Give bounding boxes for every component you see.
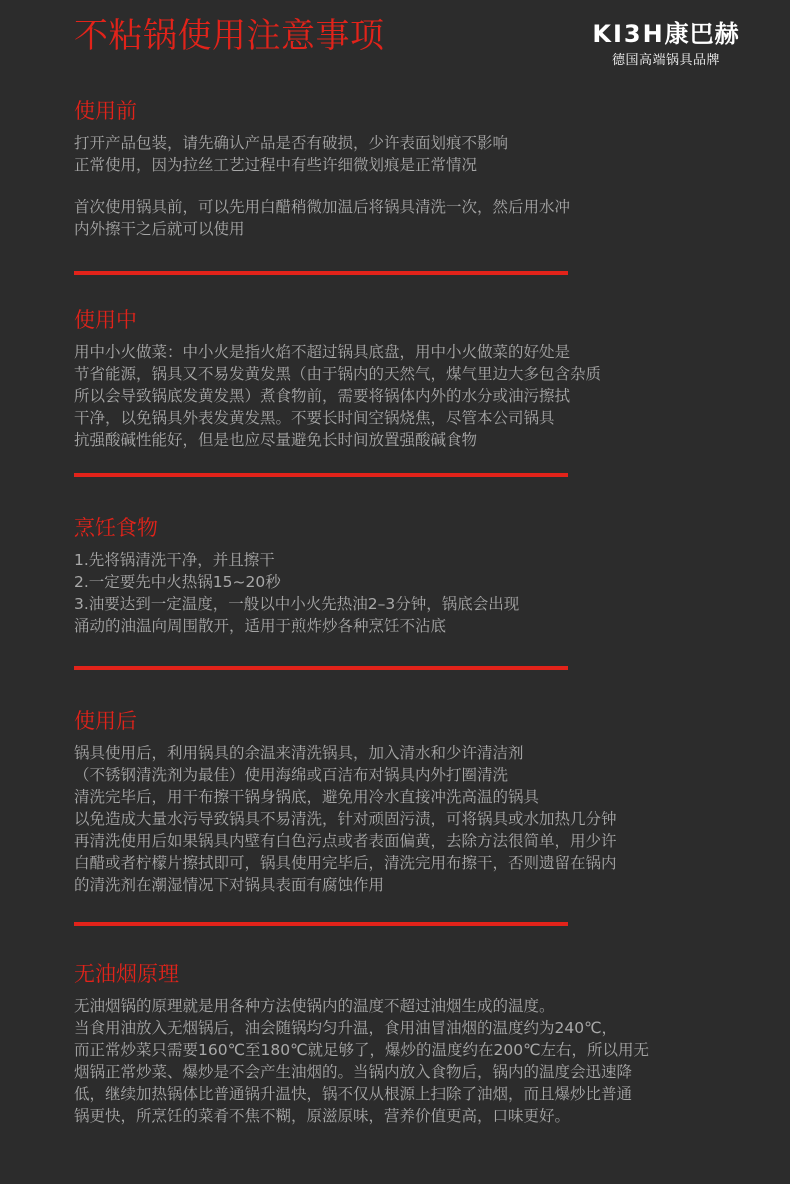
text-line: 抗强酸碱性能好，但是也应尽量避免长时间放置强酸碱食物: [74, 431, 478, 449]
text-line: 所以会导致锅底发黄发黑）煮食物前，需要将锅体内外的水分或油污擦拭: [74, 387, 571, 405]
section-divider: [74, 666, 568, 670]
text-line: 节省能源，锅具又不易发黄发黑（由于锅内的天然气，煤气里边大多包含杂质: [74, 365, 602, 383]
section-heading: 使用前: [74, 99, 137, 123]
text-line: 再清洗使用后如果锅具内壁有白色污点或者表面偏黄，去除方法很简单，用少许: [74, 832, 617, 850]
brand-logo-text: [581, 20, 751, 48]
paragraph: [74, 742, 714, 896]
section-before-use: [74, 96, 714, 240]
section-heading: 使用后: [74, 709, 137, 733]
paragraph: [74, 132, 714, 176]
section-body: [74, 995, 714, 1127]
text-line: 1.先将锅清洗干净，并且擦干: [74, 551, 275, 569]
brand-mark: KI3H: [592, 20, 665, 48]
text-line: 清洗完毕后，用干布擦干锅身锅底，避免用冷水直接冲洗高温的锅具: [74, 788, 540, 806]
text-line: 而正常炒菜只需要160℃至180℃就足够了，爆炒的温度约在200℃左右，所以用无: [74, 1041, 649, 1059]
section-heading: 无油烟原理: [74, 962, 179, 986]
text-line: 的清洗剂在潮湿情况下对锅具表面有腐蚀作用: [74, 876, 385, 894]
text-line: 正常使用，因为拉丝工艺过程中有些许细微划痕是正常情况: [74, 156, 478, 174]
section-during-use: [74, 305, 714, 451]
text-line: 首次使用锅具前，可以先用白醋稍微加温后将锅具清洗一次，然后用水冲: [74, 198, 571, 216]
section-body: [74, 742, 714, 896]
text-line: 2.一定要先中火热锅15~20秒: [74, 573, 281, 591]
section-divider: [74, 473, 568, 477]
section-body: [74, 341, 714, 451]
text-line: 打开产品包装，请先确认产品是否有破损，少许表面划痕不影响: [74, 134, 509, 152]
section-after-use: [74, 706, 714, 896]
text-line: 无油烟锅的原理就是用各种方法使锅内的温度不超过油烟生成的温度。: [74, 997, 555, 1015]
page-title: 不粘锅使用注意事项: [74, 16, 385, 56]
paragraph: [74, 196, 714, 240]
text-line: 锅具使用后，利用锅具的余温来清洗锅具，加入清水和少许清洁剂: [74, 744, 524, 762]
text-line: 以免造成大量水污导致锅具不易清洗，针对顽固污渍，可将锅具或水加热几分钟: [74, 810, 617, 828]
text-line: 干净，以免锅具外表发黄发黑。不要长时间空锅烧焦，尽管本公司锅具: [74, 409, 555, 427]
text-line: 涌动的油温向周围散开，适用于煎炸炒各种烹饪不沾底: [74, 617, 447, 635]
section-body: [74, 549, 714, 637]
text-line: 白醋或者柠檬片擦拭即可，锅具使用完毕后，清洗完用布擦干，否则遗留在锅内: [74, 854, 617, 872]
brand-name: 康巴赫: [664, 20, 740, 48]
paragraph: [74, 995, 714, 1127]
section-cooking: [74, 513, 714, 637]
brand-logo: [581, 20, 751, 70]
section-divider: [74, 922, 568, 926]
text-line: 低，继续加热锅体比普通锅升温快，锅不仅从根源上扫除了油烟，而且爆炒比普通: [74, 1085, 633, 1103]
paragraph: [74, 341, 714, 451]
text-line: 烟锅正常炒菜、爆炒是不会产生油烟的。当锅内放入食物后，锅内的温度会迅速降: [74, 1063, 633, 1081]
text-line: 3.油要达到一定温度，一般以中小火先热油2–3分钟，锅底会出现: [74, 595, 520, 613]
text-line: （不锈钢清洗剂为最佳）使用海绵或百洁布对锅具内外打圈清洗: [74, 766, 509, 784]
section-heading: 使用中: [74, 308, 137, 332]
text-line: 内外擦干之后就可以使用: [74, 220, 245, 238]
text-line: 用中小火做菜：中小火是指火焰不超过锅具底盘，用中小火做菜的好处是: [74, 343, 571, 361]
section-body: [74, 132, 714, 240]
text-line: 锅更快，所烹饪的菜肴不焦不糊，原滋原味，营养价值更高，口味更好。: [74, 1107, 571, 1125]
brand-tagline: 德国高端锅具品牌: [611, 53, 720, 68]
section-smokeless-principle: [74, 959, 714, 1127]
text-line: 当食用油放入无烟锅后，油会随锅均匀升温，食用油冒油烟的温度约为240℃，: [74, 1019, 617, 1037]
section-heading: 烹饪食物: [74, 516, 158, 540]
section-divider: [74, 271, 568, 275]
paragraph: [74, 549, 714, 637]
